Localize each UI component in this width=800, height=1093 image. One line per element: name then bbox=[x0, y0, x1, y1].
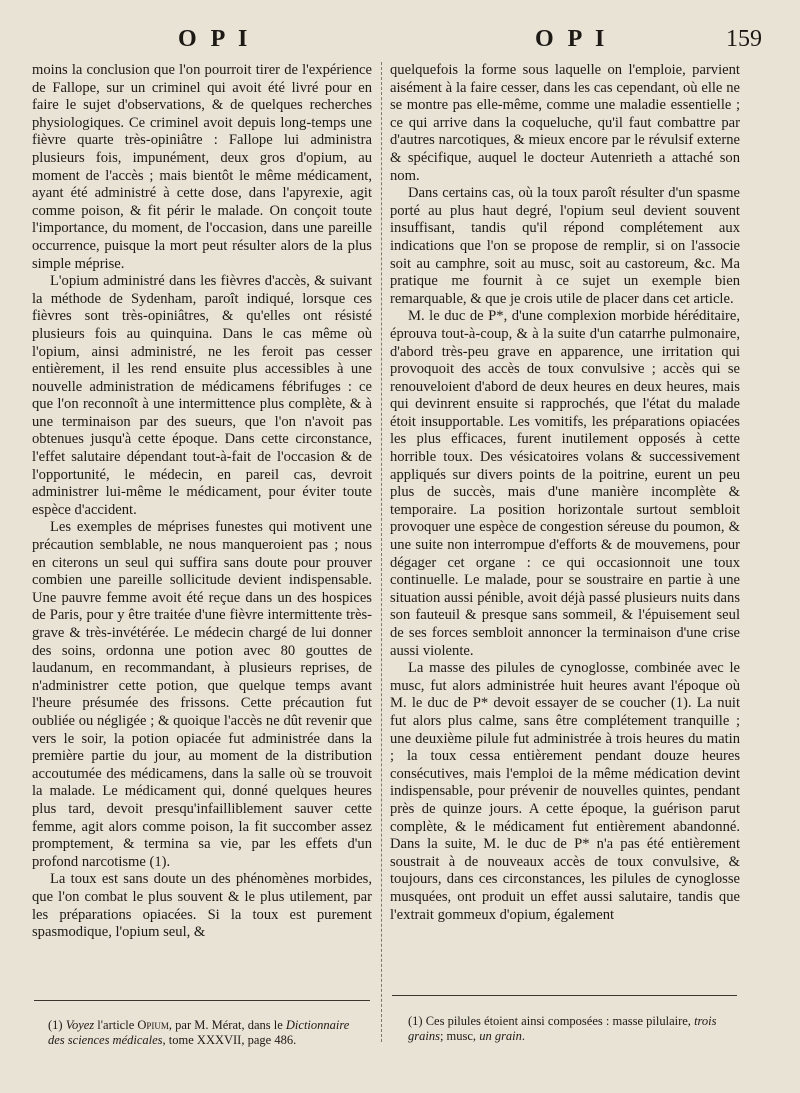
footnote-text: l'article bbox=[97, 1018, 135, 1032]
paragraph: quelquefois la forme sous laquelle on l'emploie, parvient aisément à la faire cesser, dans les cas cependant, où elle ne se montre pas elle-même, comme une maladie essentielle ; ce qui arrive dans la coqueluche, qu'il faut combattre par d'autres narcotiques, & mieux encore par le révulsif externe & spécifique, auquel le docteur Autenrieth a attaché son nom. bbox=[390, 62, 740, 184]
footnote-marker: (1) bbox=[48, 1018, 63, 1032]
right-column bbox=[390, 62, 740, 924]
footnote-text: Voyez bbox=[65, 1018, 95, 1032]
page-number: 159 bbox=[726, 26, 762, 52]
footnote-text: . bbox=[521, 1029, 526, 1043]
footnote-text: un grain bbox=[479, 1029, 522, 1043]
paragraph: M. le duc de P*, d'une complexion morbide héréditaire, éprouva tout-à-coup, & à la suite d'un catarrhe pulmonaire, d'abord très-peu grave en apparence, une irritation qui provoquoit des accès de toux convulsive ; accès qui se renouveloient d'abord de deux heures en deux heures, mais qui devinrent ensuite si rapprochés, que l'état du malade étoit insupportable. Les vomitifs, les préparations opiacées les plus efficaces, furent inutilement opposés à cette horrible toux. Des vésicatoires volans & successivement appliqués sur divers points de la poitrine, eurent un peu plus de succès, mais d'une manière incomplète & temporaire. La position horizontale surtout sembloit provoquer une espèce de congestion séreuse du poumon, & une suite non interrompue d'efforts & de mouvemens, pour dégager cet organe : ce qui occasionnoit une toux continuelle. Le malade, pour se soustraire en partie à une situation aussi pénible, avoit déjà passé plusieurs nuits dans son fauteuil & presque sans sommeil, & l'épuisement seul de ses forces sembloit annoncer la terminaison d'une crise aussi violente. bbox=[390, 308, 740, 659]
left-column bbox=[32, 62, 372, 942]
footnote-text: , par M. Mérat, dans le bbox=[168, 1018, 283, 1032]
footnote-text: trois grains bbox=[408, 1014, 717, 1043]
footnote-text: Dictionnaire des sciences médicales bbox=[48, 1018, 350, 1047]
footnote-rule bbox=[34, 1000, 370, 1001]
paragraph: Dans certains cas, où la toux paroît résulter d'un spasme porté au plus haut degré, l'opium seul devient souvent insuffisant, tandis qu'il répond complétement aux indications que l'on se propose de remplir, si on l'associe soit au camphre, soit au musc, soit au castoreum, &c. Ma pratique me fournit à ce sujet un exemple bien remarquable, & que je crois utile de placer dans cet article. bbox=[390, 185, 740, 307]
footnote-right bbox=[408, 1014, 738, 1044]
paragraph: Les exemples de méprises funestes qui motivent une précaution semblable, ne nous manqueroient pas ; nous en citerons un seul qui suffira sans doute pour prouver combien une pareille sollicitude devient indispensable. Une pauvre femme avoit été reçue dans un des hospices de Paris, pour y être traitée d'une fièvre intermittente très-grave & très-invétérée. Le médecin chargé de lui donner des soins, ordonna une potion avec 80 gouttes de laudanum, en recommandant, à plusieurs reprises, de n'administrer cette potion, que quelque temps avant l'heure présumée des frissons. Cette précaution fut oubliée ou négligée ; & quoique l'accès ne dût revenir que vers le soir, la potion opiacée fut administrée dans la première partie du jour, au moment de la distribution accoutumée des médicamens, dans la salle où se trouvoit la malade. Le médicament qui, donné quelques heures plus tard, devoit presqu'infailliblement sauver cette femme, agit alors comme poison, la fit succomber assez promptement, & termina sa vie, par les effets d'un profond narcotisme (1). bbox=[32, 519, 372, 870]
footnote-rule bbox=[392, 995, 737, 996]
paragraph: L'opium administré dans les fièvres d'accès, & suivant la méthode de Sydenham, paroît indiqué, lorsque ces fièvres sont très-opiniâtres, & qu'elles ont résisté plusieurs fois au quinquina. Dans le cas même où l'opium, ainsi administré, ne les feroit pas cesser entièrement, il les rend ensuite plus accessibles à une nouvelle administration de médicamens fébrifuges : ce que l'on reconnoît à une intermittence plus complète, & à une terminaison par des sueurs, que l'on n'avoit pas obtenues jusqu'à cette époque. Dans cette circonstance, l'effet salutaire dépendant tout-à-fait de l'occasion & de l'opportunité, le médecin, en pareil cas, devroit administrer lui-même le médicament, pour éviter toute espèce d'accident. bbox=[32, 273, 372, 518]
footnote-left bbox=[48, 1018, 368, 1048]
footnote-text: , tome XXXVII, page 486. bbox=[162, 1033, 297, 1047]
running-head-left: O P I bbox=[178, 26, 252, 52]
paragraph: La toux est sans doute un des phénomènes morbides, que l'on combat le plus souvent & le plus utilement, par les préparations opiacées. Si la toux est purement spasmodique, l'opium seul, & bbox=[32, 871, 372, 941]
paragraph: moins la conclusion que l'on pourroit tirer de l'expérience de Fallope, sur un criminel qui avoit été livré pour en faire le sujet d'observations, & de quelques recherches physiologiques. Ce criminel avoit depuis long-temps une fièvre quarte très-opiniâtre : Fallope lui administra plusieurs fois, impunément, deux gros d'opium, au moment de l'accès ; mais bientôt le même médicament, ayant été administré à cette dose, dans l'apyrexie, agit comme poison, & fit périr le malade. On conçoit toute l'importance, du moment, de l'occasion, dans une pareille occurrence, puisque la mort peut résulter alors de la plus simple méprise. bbox=[32, 62, 372, 272]
running-head-right: O P I bbox=[535, 26, 609, 52]
footnote-text: ; musc, bbox=[439, 1029, 477, 1043]
footnote-marker: (1) bbox=[408, 1014, 423, 1028]
paragraph: La masse des pilules de cynoglosse, combinée avec le musc, fut alors administrée huit heures avant l'époque où M. le duc de P* devoit essayer de se coucher (1). La nuit fut alors plus calme, sans être complétement tranquille ; une deuxième pilule fut administrée à trois heures du matin ; la toux cessa entièrement pendant douze heures consécutives, mais l'emploi de la même médication devint indispensable, pour prévenir de nouvelles quintes, pendant près de quinze jours. A cette époque, la guérison parut complète, & le médicament fut entièrement abandonné. Dans la suite, M. le duc de P* n'a pas été entièrement soustrait à de nouveaux accès de toux convulsive, & toujours, dans ces circonstances, les pilules de cynoglosse musquées, ont produit un effet aussi salutaire, tandis que l'extrait gommeux d'opium, également bbox=[390, 660, 740, 923]
footnote-text: Ces pilules étoient ainsi composées : masse pilulaire, bbox=[425, 1014, 691, 1028]
column-divider bbox=[381, 62, 382, 1042]
footnote-text: Opium bbox=[137, 1018, 169, 1032]
